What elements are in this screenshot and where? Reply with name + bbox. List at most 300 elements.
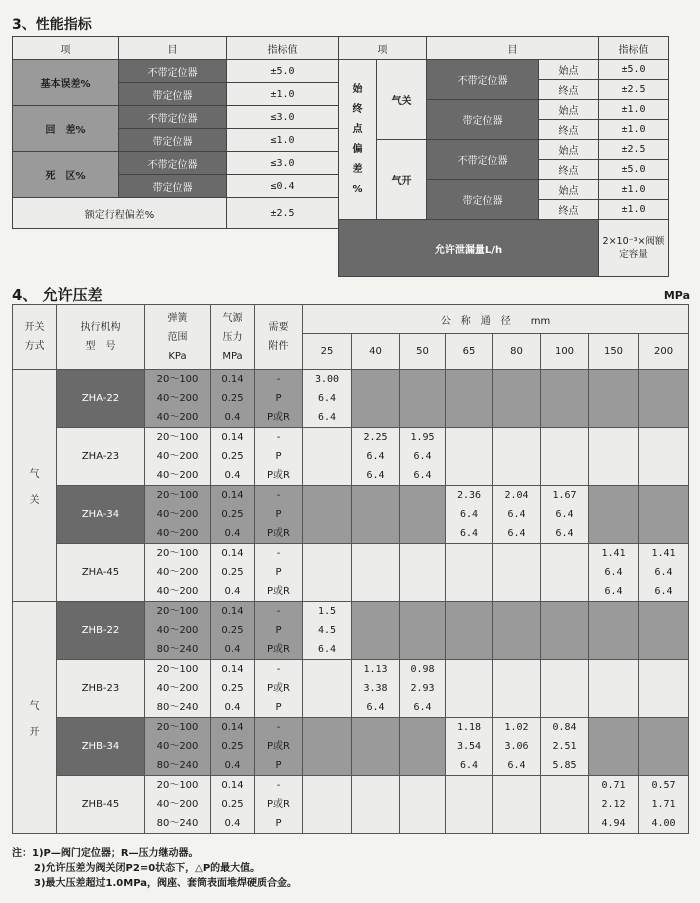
pressure-cell (541, 544, 589, 602)
pressure-value: 6.4 (555, 528, 574, 539)
pressure-value: 6.4 (366, 470, 385, 481)
acc-stack (255, 602, 303, 660)
pressure-cell (541, 718, 589, 776)
spring-value: 80～240 (156, 818, 199, 829)
air-stack (211, 660, 255, 718)
positioner-label: 带定位器 (119, 83, 227, 106)
positioner-label: 带定位器 (427, 100, 539, 140)
pressure-cell (589, 718, 639, 776)
air-stack (211, 602, 255, 660)
pressure-value: 0.71 (601, 780, 626, 791)
air-stack (211, 544, 255, 602)
pressure-value: 6.4 (366, 702, 385, 713)
point-label: 始点 (539, 140, 599, 160)
spring-value: 20～100 (156, 548, 199, 559)
acc-stack (255, 660, 303, 718)
pressure-value: 1.41 (601, 548, 626, 559)
pressure-value: 1.02 (504, 722, 529, 733)
pressure-cell (446, 776, 493, 834)
air-value: 0.14 (221, 548, 244, 559)
spring-value: 80～240 (156, 644, 199, 655)
pressure-cell (303, 660, 352, 718)
dn-header: 50 (400, 334, 446, 370)
pressure-cell (541, 486, 589, 544)
spring-stack (145, 602, 211, 660)
air-value: 0.25 (221, 509, 244, 520)
table-row (13, 152, 339, 175)
model-row (13, 486, 689, 544)
spring-value: 20～100 (156, 780, 199, 791)
acc-stack (255, 428, 303, 486)
pressure-cell (589, 660, 639, 718)
column-header: 项 (13, 37, 119, 60)
acc-value: P (275, 625, 282, 636)
value-cell: ±1.0 (599, 100, 669, 120)
pressure-cell (639, 486, 689, 544)
pressure-cell (639, 428, 689, 486)
column-header: 弹簧 范围 KPa (145, 305, 211, 370)
table-row (13, 198, 339, 229)
table-row (13, 106, 339, 129)
model-name: ZHB-23 (57, 660, 145, 718)
column-header: 指标值 (227, 37, 339, 60)
positioner-label: 带定位器 (427, 180, 539, 220)
pressure-value: 1.41 (651, 548, 676, 559)
air-value: 0.14 (221, 606, 244, 617)
pressure-cell (352, 602, 400, 660)
pressure-value: 4.94 (601, 818, 626, 829)
pressure-value: 2.04 (504, 490, 529, 501)
air-value: 0.4 (224, 818, 241, 829)
pressure-cell (352, 370, 400, 428)
pressure-cell (541, 428, 589, 486)
pressure-cell (400, 370, 446, 428)
pressure-cell (400, 486, 446, 544)
group-label: 回 差% (13, 106, 119, 152)
pressure-cell (303, 718, 352, 776)
pressure-cell (639, 718, 689, 776)
dn-header: 150 (589, 334, 639, 370)
pressure-value: 6.4 (459, 528, 479, 539)
air-value: 0.14 (221, 664, 244, 675)
acc-value: - (276, 664, 281, 675)
pressure-value: 1.95 (410, 432, 435, 443)
spring-value: 20～100 (156, 490, 199, 501)
leak-label: 允许泄漏量L/h (339, 220, 599, 277)
pressure-value: 6.4 (507, 509, 526, 520)
pressure-value: 0.57 (651, 780, 676, 791)
spring-stack (145, 660, 211, 718)
dn-header: 200 (639, 334, 689, 370)
notes (12, 846, 297, 891)
positioner-label: 不带定位器 (427, 60, 539, 100)
pressure-cell (493, 428, 541, 486)
spring-value: 40～200 (156, 741, 199, 752)
pressure-cell (446, 370, 493, 428)
pressure-cell (352, 718, 400, 776)
acc-stack (255, 544, 303, 602)
section3-heading: 3、性能指标 (12, 17, 92, 33)
group-label: 死 区% (13, 152, 119, 198)
pressure-cell (589, 428, 639, 486)
model-row (13, 602, 689, 660)
pressure-cell (493, 486, 541, 544)
positioner-label: 带定位器 (119, 175, 227, 198)
positioner-label: 带定位器 (119, 129, 227, 152)
pressure-cell (352, 486, 400, 544)
spring-value: 40～200 (156, 586, 199, 597)
pressure-value: 6.4 (604, 586, 623, 597)
air-value: 0.25 (221, 625, 244, 636)
pressure-differential-table (12, 304, 689, 834)
note-line: 3)最大压差超过1.0MPa，阀座、套筒表面堆焊硬质合金。 (34, 878, 298, 889)
pressure-value: 6.4 (459, 509, 479, 520)
pressure-cell (639, 602, 689, 660)
air-value: 0.4 (224, 528, 241, 539)
spring-value: 20～100 (156, 374, 199, 385)
pressure-value: 2.25 (363, 432, 388, 443)
spring-value: 40～200 (156, 412, 199, 423)
table-header-row (339, 37, 669, 60)
model-name: ZHB-34 (57, 718, 145, 776)
air-stack (211, 776, 255, 834)
value-cell: ±5.0 (599, 60, 669, 80)
column-header: 指标值 (599, 37, 669, 60)
spring-stack (145, 776, 211, 834)
spring-value: 20～100 (156, 664, 199, 675)
air-value: 0.25 (221, 799, 244, 810)
pressure-value: 2.12 (601, 799, 626, 810)
dn-title: 公 称 通 径 mm (303, 305, 689, 334)
model-row (13, 776, 689, 834)
value-cell: ≤1.0 (227, 129, 339, 152)
spring-stack (145, 544, 211, 602)
point-label: 始点 (539, 180, 599, 200)
pressure-value: 2.51 (552, 741, 577, 752)
air-value: 0.4 (224, 760, 241, 771)
note-line: 注：1)P—阀门定位器；R—压力继动器。 (12, 848, 199, 859)
acc-value: P或R (267, 412, 290, 423)
note-line: 2)允许压差为阀关闭P2=0状态下，△P的最大值。 (34, 863, 261, 874)
acc-stack (255, 370, 303, 428)
spring-value: 40～200 (156, 528, 199, 539)
leak-value: 2×10⁻³×阀额定容量 (599, 220, 669, 277)
pressure-cell (303, 486, 352, 544)
air-value: 0.14 (221, 432, 244, 443)
pressure-cell (541, 370, 589, 428)
positioner-label: 不带定位器 (119, 106, 227, 129)
air-value: 0.4 (224, 644, 241, 655)
pressure-cell (446, 602, 493, 660)
air-value: 0.14 (221, 722, 244, 733)
air-value: 0.25 (221, 741, 244, 752)
value-cell: ≤0.4 (227, 175, 339, 198)
acc-stack (255, 486, 303, 544)
acc-value: P (275, 567, 282, 578)
air-value: 0.14 (221, 374, 244, 385)
pressure-cell (589, 544, 639, 602)
model-name: ZHA-34 (57, 486, 145, 544)
acc-stack (255, 718, 303, 776)
pressure-value: 6.4 (366, 451, 385, 462)
acc-value: P或R (267, 741, 290, 752)
model-row (13, 718, 689, 776)
pressure-cell (541, 776, 589, 834)
positioner-label: 不带定位器 (119, 60, 227, 83)
model-name: ZHA-45 (57, 544, 145, 602)
pressure-value: 6.4 (413, 470, 432, 481)
performance-table-right (338, 36, 669, 277)
model-name: ZHA-22 (57, 370, 145, 428)
pressure-cell (493, 660, 541, 718)
model-row (13, 428, 689, 486)
pressure-cell (541, 602, 589, 660)
spring-value: 40～200 (156, 451, 199, 462)
column-header: 目 (427, 37, 599, 60)
model-row (13, 660, 689, 718)
pressure-value: 1.71 (651, 799, 676, 810)
table-row (339, 60, 669, 80)
pressure-value: 5.85 (552, 760, 577, 771)
acc-value: P或R (267, 528, 290, 539)
pressure-cell (446, 544, 493, 602)
table-row (339, 220, 669, 277)
acc-value: P或R (267, 586, 290, 597)
pressure-cell (303, 370, 352, 428)
pressure-cell (493, 776, 541, 834)
performance-table-left (12, 36, 339, 229)
point-label: 终点 (539, 80, 599, 100)
value-cell: ≤3.0 (227, 106, 339, 129)
model-row (13, 370, 689, 428)
model-row (13, 544, 689, 602)
spring-value: 40～200 (156, 683, 199, 694)
table-row (13, 60, 339, 83)
acc-value: - (276, 780, 281, 791)
value-cell: ≤3.0 (227, 152, 339, 175)
unit-label: MPa (663, 289, 690, 302)
pressure-value: 2.36 (456, 490, 482, 501)
pressure-cell (493, 370, 541, 428)
pressure-cell (400, 602, 446, 660)
point-label: 终点 (539, 200, 599, 220)
acc-value: P或R (267, 683, 290, 694)
spring-stack (145, 718, 211, 776)
pressure-value: 3.54 (456, 741, 482, 752)
value-cell: ±5.0 (599, 160, 669, 180)
pressure-cell (493, 718, 541, 776)
spring-value: 20～100 (156, 722, 199, 733)
pressure-value: 6.4 (604, 567, 623, 578)
mode-label: 气开 (377, 140, 427, 220)
acc-value: P (275, 393, 282, 404)
pressure-value: 3.00 (314, 374, 340, 385)
spring-value: 40～200 (156, 509, 199, 520)
model-name: ZHA-23 (57, 428, 145, 486)
pressure-cell (400, 718, 446, 776)
spring-value: 40～200 (156, 625, 199, 636)
spring-stack (145, 486, 211, 544)
acc-value: P (275, 509, 282, 520)
pressure-cell (589, 486, 639, 544)
pressure-value: 3.38 (363, 683, 388, 694)
pressure-value: 6.4 (459, 760, 479, 771)
air-value: 0.14 (221, 490, 244, 501)
air-value: 0.4 (224, 412, 241, 423)
value-cell: ±2.5 (227, 198, 339, 229)
spring-value: 80～240 (156, 760, 199, 771)
pressure-value: 6.4 (317, 644, 337, 655)
column-header: 需要 附件 (255, 305, 303, 370)
pressure-value: 0.98 (410, 664, 435, 675)
air-value: 0.14 (221, 780, 244, 791)
pressure-cell (303, 428, 352, 486)
pressure-cell (639, 370, 689, 428)
air-value: 0.4 (224, 586, 241, 597)
column-header: 气源 压力 MPa (211, 305, 255, 370)
pressure-cell (400, 544, 446, 602)
pressure-value: 6.4 (413, 451, 432, 462)
table-header-row (13, 305, 689, 334)
pressure-cell (446, 486, 493, 544)
group-label: 基本误差% (13, 60, 119, 106)
spring-value: 40～200 (156, 567, 199, 578)
pressure-cell (639, 660, 689, 718)
acc-value: P或R (267, 644, 290, 655)
pressure-cell (400, 428, 446, 486)
pressure-value: 1.18 (456, 722, 482, 733)
rated-label: 额定行程偏差% (13, 198, 227, 229)
value-cell: ±1.0 (599, 120, 669, 140)
pressure-value: 6.4 (507, 760, 526, 771)
pressure-cell (589, 776, 639, 834)
pressure-cell (352, 660, 400, 718)
pressure-value: 1.5 (317, 606, 337, 617)
dn-header: 80 (493, 334, 541, 370)
air-value: 0.25 (221, 451, 244, 462)
pressure-cell (303, 776, 352, 834)
acc-value: P (275, 702, 282, 713)
pressure-cell (400, 776, 446, 834)
dn-header: 100 (541, 334, 589, 370)
pressure-cell (446, 718, 493, 776)
table-header-row (13, 37, 339, 60)
acc-value: P (275, 451, 282, 462)
pressure-value: 6.4 (413, 702, 432, 713)
point-label: 始点 (539, 100, 599, 120)
acc-value: P (275, 760, 282, 771)
spring-value: 20～100 (156, 432, 199, 443)
pressure-cell (493, 544, 541, 602)
model-name: ZHB-45 (57, 776, 145, 834)
air-value: 0.25 (221, 393, 244, 404)
point-label: 终点 (539, 120, 599, 140)
pressure-value: 6.4 (507, 528, 526, 539)
column-header: 执行机构 型 号 (57, 305, 145, 370)
pressure-value: 2.93 (410, 683, 435, 694)
value-cell: ±1.0 (599, 200, 669, 220)
pressure-cell (493, 602, 541, 660)
pressure-cell (303, 602, 352, 660)
vertical-label: 始 终 点 偏 差 % (339, 60, 377, 220)
acc-value: - (276, 722, 281, 733)
mode-label: 气关 (377, 60, 427, 140)
spring-value: 40～200 (156, 470, 199, 481)
column-header: 目 (119, 37, 227, 60)
pressure-cell (352, 544, 400, 602)
section4-heading: 4、 允许压差 (12, 286, 103, 304)
pressure-value: 4.00 (651, 818, 676, 829)
acc-value: P或R (267, 799, 290, 810)
positioner-label: 不带定位器 (119, 152, 227, 175)
value-cell: ±1.0 (227, 83, 339, 106)
air-stack (211, 370, 255, 428)
pressure-cell (446, 428, 493, 486)
point-label: 终点 (539, 160, 599, 180)
pressure-cell (303, 544, 352, 602)
acc-value: P (275, 818, 282, 829)
air-value: 0.25 (221, 683, 244, 694)
table-row (339, 140, 669, 160)
air-stack (211, 486, 255, 544)
air-stack (211, 718, 255, 776)
spring-stack (145, 428, 211, 486)
acc-value: - (276, 490, 281, 501)
positioner-label: 不带定位器 (427, 140, 539, 180)
pressure-cell (352, 428, 400, 486)
pressure-cell (639, 776, 689, 834)
pressure-value: 0.84 (552, 722, 577, 733)
value-cell: ±2.5 (599, 80, 669, 100)
column-header: 项 (339, 37, 427, 60)
point-label: 始点 (539, 60, 599, 80)
acc-value: - (276, 548, 281, 559)
spring-value: 20～100 (156, 606, 199, 617)
spring-value: 40～200 (156, 799, 199, 810)
spring-stack (145, 370, 211, 428)
pressure-value: 6.4 (317, 393, 337, 404)
pressure-value: 6.4 (654, 586, 673, 597)
spring-value: 40～200 (156, 393, 199, 404)
mode-label: 气 开 (13, 602, 57, 834)
column-header: 开关 方式 (13, 305, 57, 370)
pressure-cell (541, 660, 589, 718)
air-stack (211, 428, 255, 486)
value-cell: ±1.0 (599, 180, 669, 200)
value-cell: ±2.5 (599, 140, 669, 160)
dn-header: 25 (303, 334, 352, 370)
model-name: ZHB-22 (57, 602, 145, 660)
acc-value: - (276, 606, 281, 617)
pressure-value: 1.13 (363, 664, 388, 675)
mode-label: 气 关 (13, 370, 57, 602)
spring-value: 80～240 (156, 702, 199, 713)
pressure-cell (589, 602, 639, 660)
acc-value: - (276, 374, 281, 385)
pressure-value: 1.67 (552, 490, 577, 501)
pressure-cell (639, 544, 689, 602)
acc-value: P或R (267, 470, 290, 481)
pressure-value: 3.06 (504, 741, 529, 752)
pressure-value: 6.4 (654, 567, 673, 578)
dn-header: 65 (446, 334, 493, 370)
dn-header: 40 (352, 334, 400, 370)
air-value: 0.25 (221, 567, 244, 578)
pressure-value: 4.5 (317, 625, 337, 636)
pressure-cell (589, 370, 639, 428)
pressure-cell (446, 660, 493, 718)
pressure-cell (352, 776, 400, 834)
